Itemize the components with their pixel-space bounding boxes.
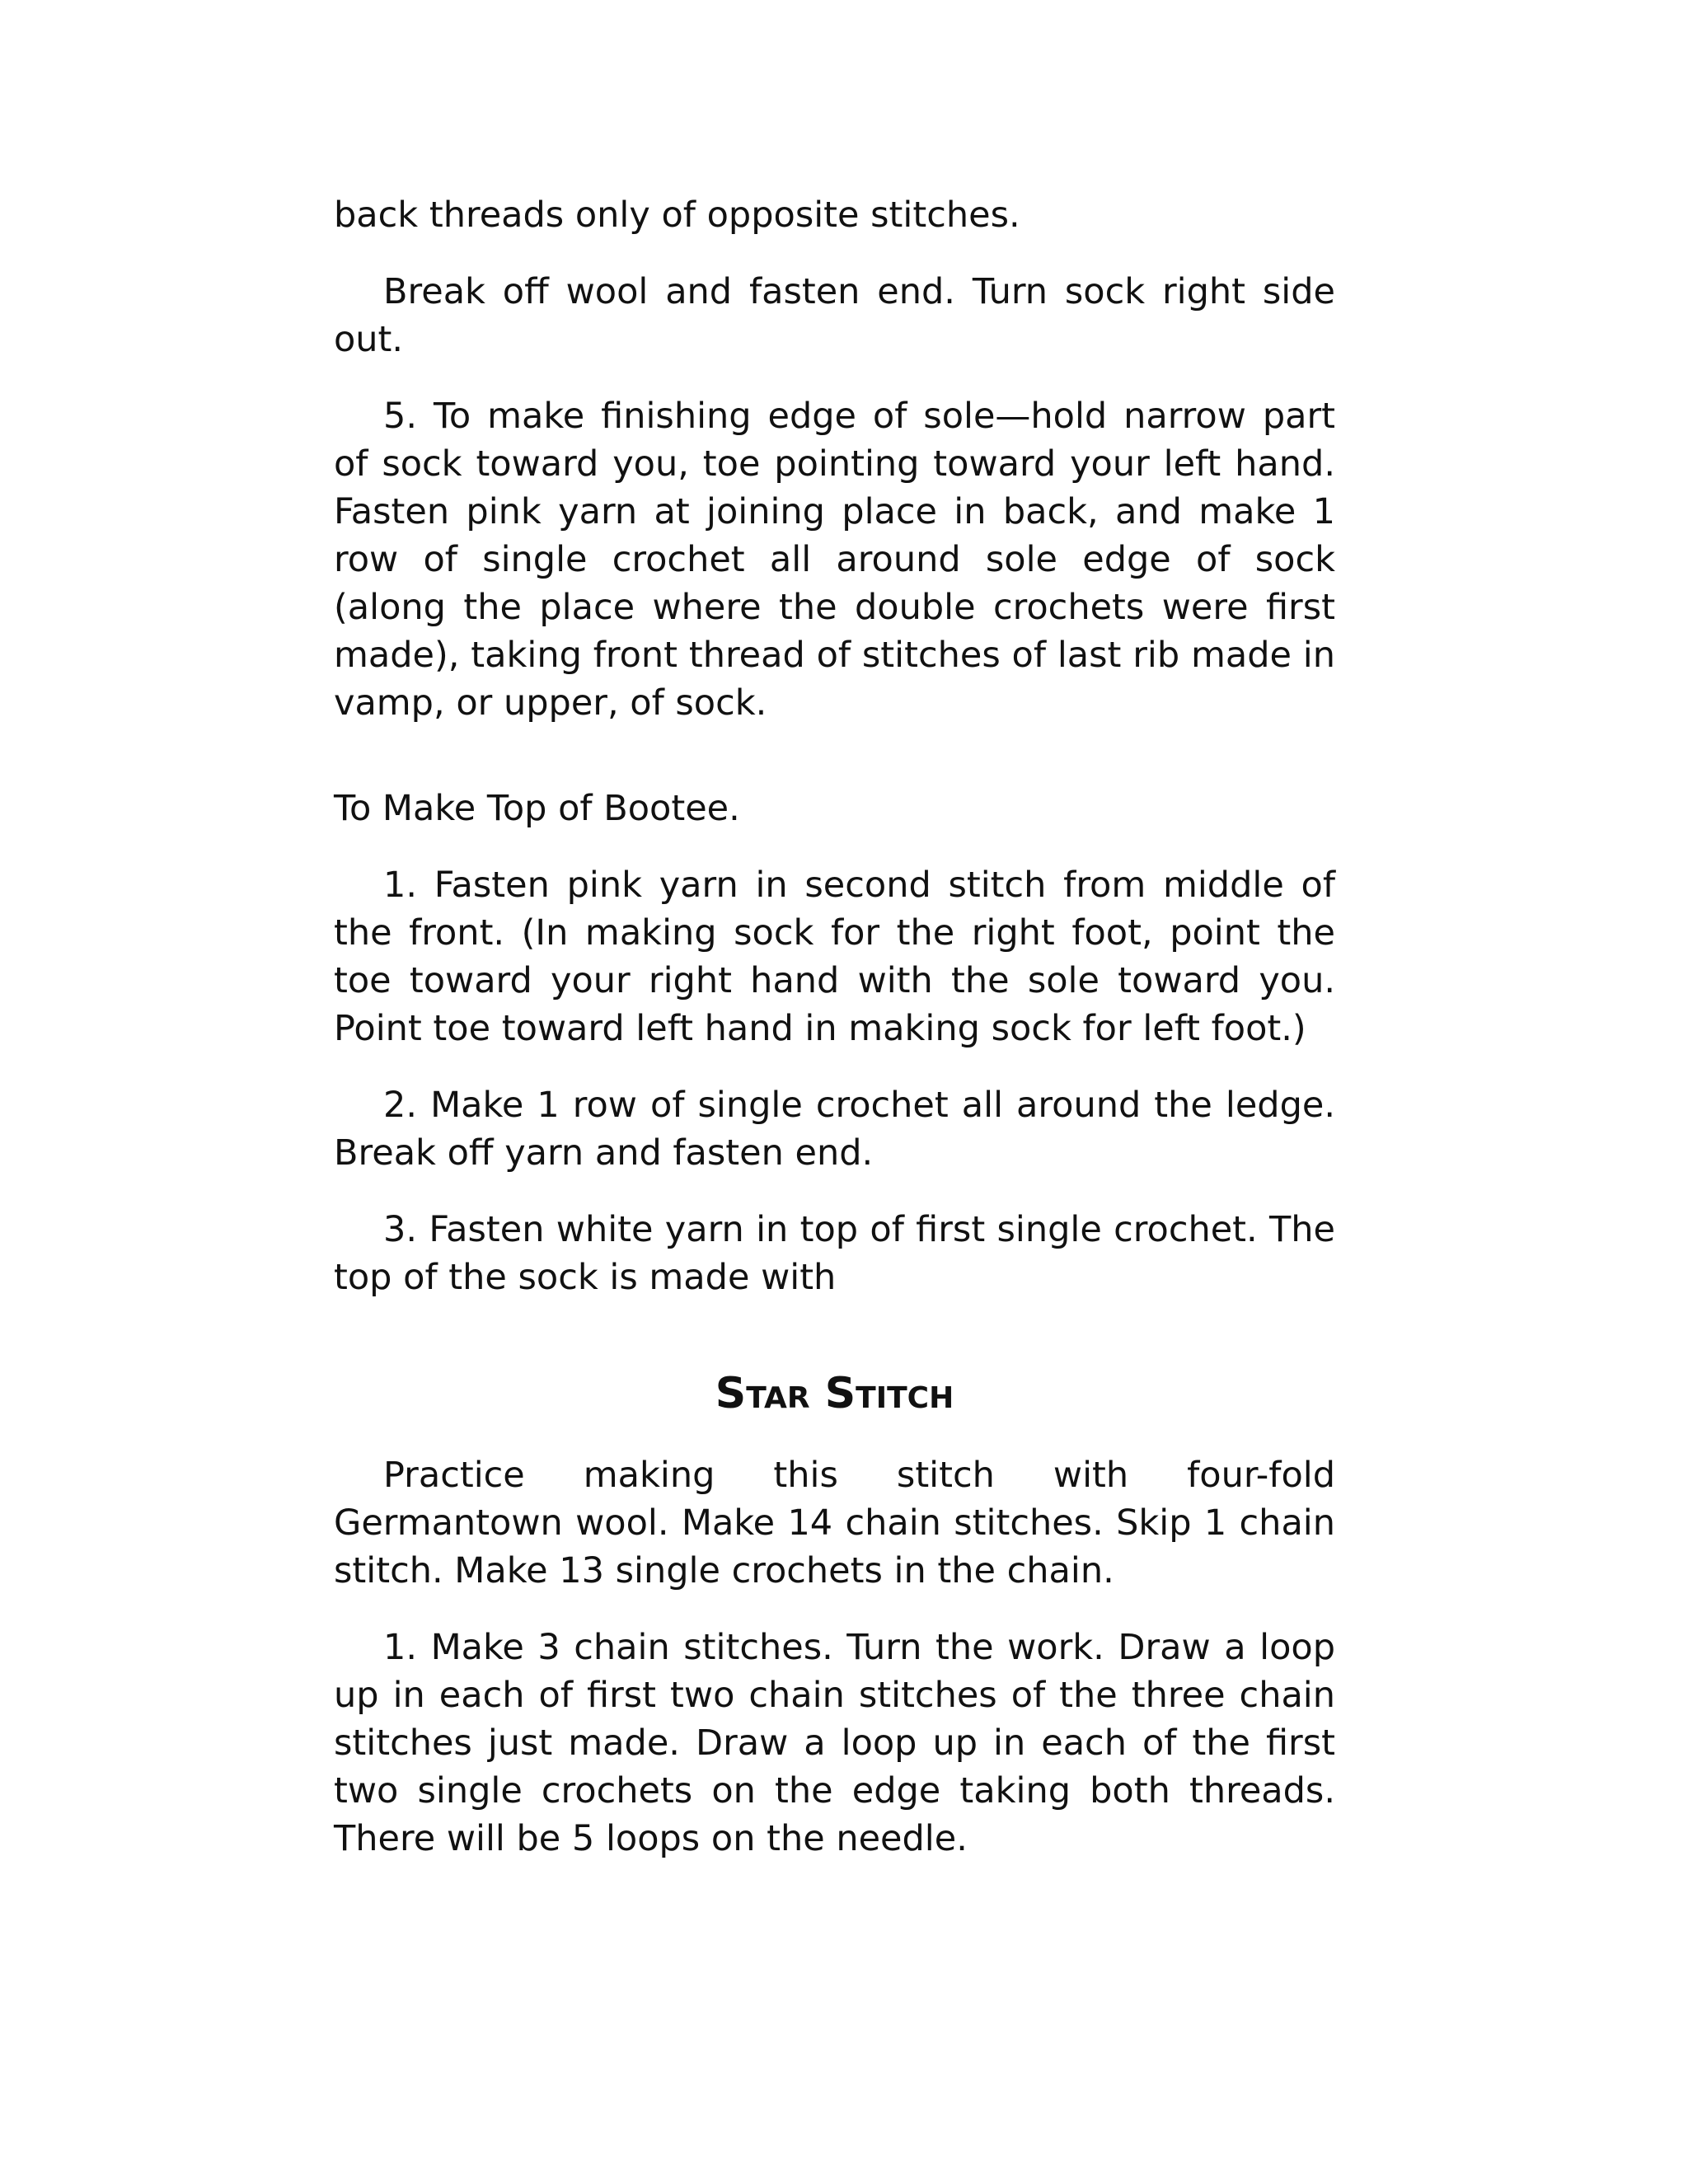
paragraph-step-3: 3. Fasten white yarn in top of first single crochet. The top of the sock is made with	[334, 1209, 1335, 1298]
section-title: To Make Top of Bootee.	[334, 788, 740, 829]
paragraph-star-step-1: 1. Make 3 chain stitches. Turn the work. Draw a loop up in each of first two chain stitches of the three chain stitches just made. Draw a loop up in each of the first two single crochets on the edge taking both threads. There will be 5 loops on the needle.	[334, 1627, 1335, 1859]
paragraph-practice: Practice making this stitch with four-fold Germantown wool. Make 14 chain stitches. Skip 1 chain stitch. Make 13 single crochets in the chain.	[334, 1455, 1335, 1591]
section-heading: Star Stitch	[715, 1369, 954, 1418]
paragraph-break-off: Break off wool and fasten end. Turn sock right side out.	[334, 271, 1335, 360]
paragraph-step-2: 2. Make 1 row of single crochet all around the ledge. Break off yarn and fasten end.	[334, 1085, 1335, 1174]
document-page	[334, 191, 1335, 1891]
paragraph-continuation: back threads only of opposite stitches.	[334, 194, 1020, 236]
paragraph-step-5: 5. To make finishing edge of sole—hold narrow part of sock toward you, toe pointing toward your left hand. Fasten pink yarn at joining place in back, and make 1 row of single crochet all around sole edge of sock (along the place where the double crochets were first made), taking front thread of stitches of last rib made in vamp, or upper, of sock.	[334, 396, 1335, 724]
paragraph-step-1: 1. Fasten pink yarn in second stitch from middle of the front. (In making sock for the right foot, point the toe toward your right hand with the sole toward you. Point toe toward left hand in making sock for left foot.)	[334, 865, 1335, 1049]
